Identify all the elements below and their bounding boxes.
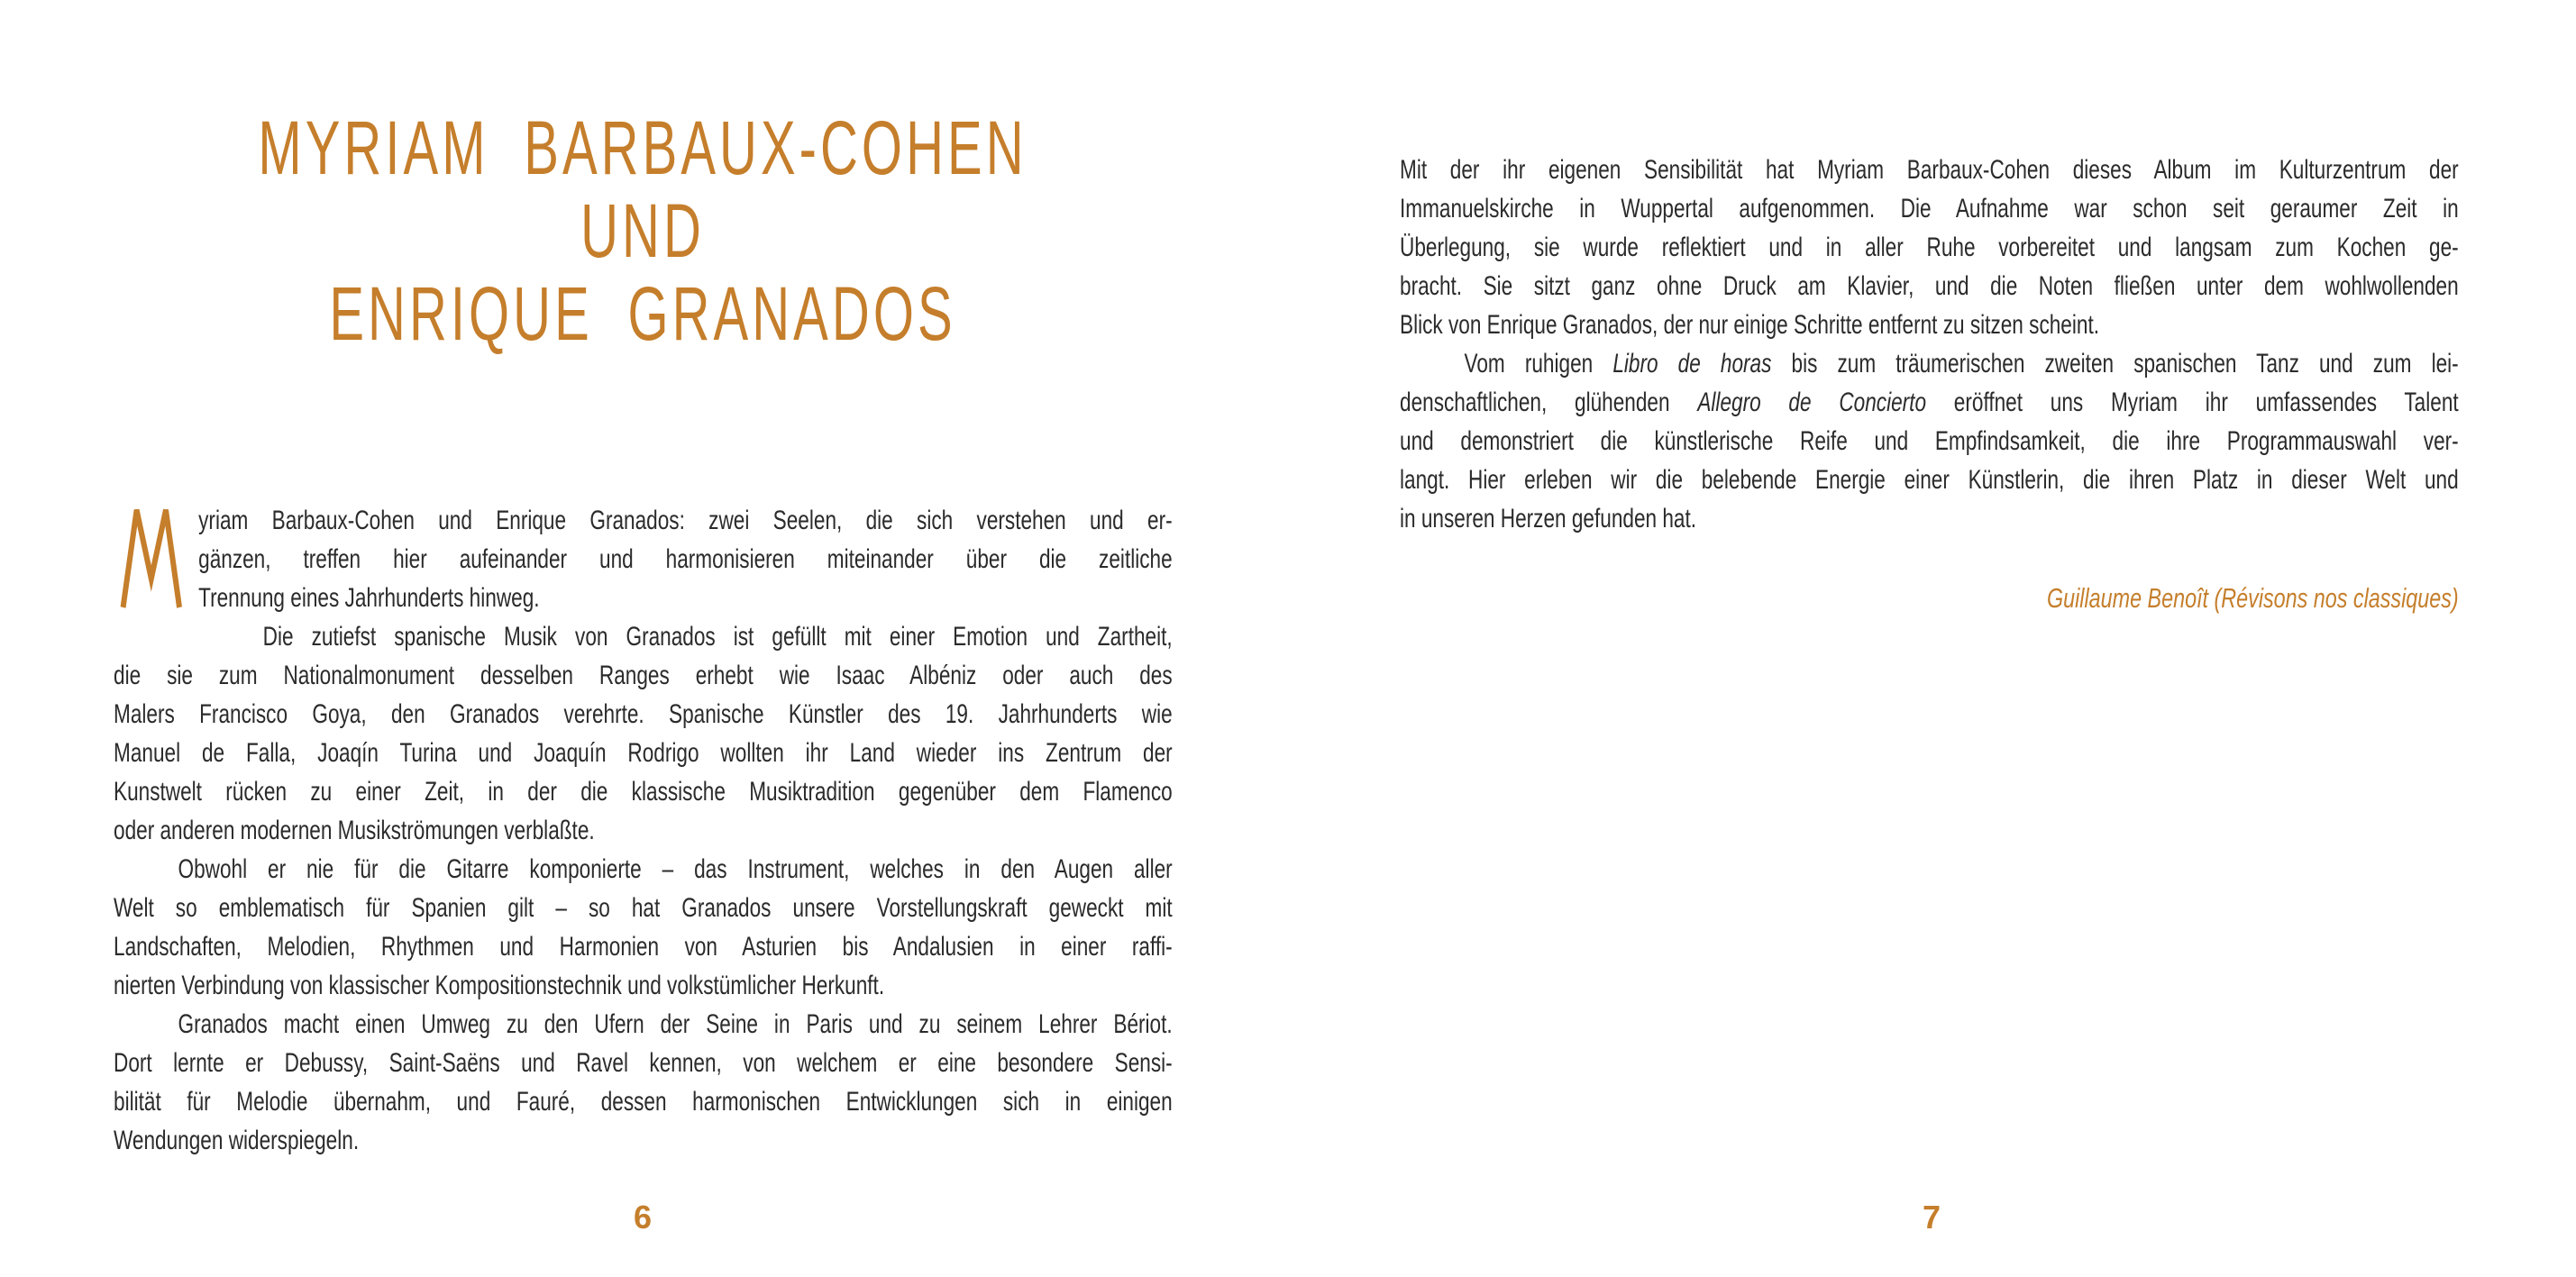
text-line: Welt so emblematisch für Spanien gilt – so hat Granados unsere Vorstellungskraft geweckt mit	[114, 893, 1173, 923]
page-number-right: 7	[1922, 1199, 1941, 1236]
text-line: langt. Hier erleben wir die belebende Energie einer Künstlerin, die ihren Platz in dieser Welt und	[1400, 465, 2459, 495]
drop-cap	[114, 501, 198, 618]
text-line	[1400, 383, 2459, 422]
text-line: Obwohl er nie für die Gitarre komponierte – das Instrument, welches in den Augen aller	[178, 854, 1173, 884]
text-line: Überlegung, sie wurde reflektiert und in aller Ruhe vorbereitet und langsam zum Kochen ge-	[1400, 233, 2459, 262]
album-title-line: MYRIAM BARBAUX-COHEN	[258, 105, 1028, 190]
left-text-column	[114, 501, 1173, 1160]
text-line: gänzen, treffen hier aufeinander und harmonisieren miteinander über die zeitliche	[198, 544, 1173, 574]
text-run: Vom ruhigen	[1464, 349, 1613, 379]
text-line: Immanuelskirche in Wuppertal aufgenommen. Die Aufnahme war schon seit geraumer Zeit in	[1400, 194, 2459, 223]
text-line: nierten Verbindung von klassischer Kompositionstechnik und volkstümlicher Herkunft.	[114, 971, 885, 1000]
page-number-left: 6	[633, 1199, 653, 1236]
text-line: Wendungen widerspiegeln.	[114, 1126, 360, 1155]
italic-work-title: Libro de horas	[1612, 349, 1772, 379]
text-line: die sie zum Nationalmonument desselben Ranges erhebt wie Isaac Albéniz oder auch des	[114, 661, 1173, 690]
album-title	[83, 106, 1202, 355]
right-text-column	[1400, 151, 2459, 538]
page-right	[1288, 0, 2576, 1277]
text-line: yriam Barbaux-Cohen und Enrique Granados: zwei Seelen, die sich verstehen und er-	[198, 506, 1173, 535]
text-line: oder anderen modernen Musikströmungen verblaßte.	[114, 816, 595, 845]
album-title-line: UND	[580, 188, 705, 273]
text-line: und demonstriert die künstlerische Reife und Empfindsamkeit, die ihre Programmauswahl ver-	[1400, 426, 2459, 456]
text-run: eröffnet uns Myriam ihr umfassendes Talent	[1926, 388, 2459, 417]
text-line: Dort lernte er Debussy, Saint-Saëns und Ravel kennen, von welchem er eine besondere Sensi-	[114, 1048, 1173, 1078]
italic-work-title: Allegro de Concierto	[1697, 388, 1927, 417]
text-line: Malers Francisco Goya, den Granados verehrte. Spanische Künstler des 19. Jahrhunderts wie	[114, 699, 1173, 729]
text-line: Kunstwelt rücken zu einer Zeit, in der die klassische Musiktradition gegenüber dem Flamenco	[114, 777, 1173, 807]
text-line: Landschaften, Melodien, Rhythmen und Harmonien von Asturien bis Andalusien in einer raffi-	[114, 932, 1173, 962]
text-line: Blick von Enrique Granados, der nur einige Schritte entfernt zu sitzen scheint.	[1400, 310, 2100, 340]
text-line: Die zutiefst spanische Musik von Granados ist gefüllt mit einer Emotion und Zartheit,	[262, 622, 1173, 652]
credit-line: Guillaume Benoît (Révisons nos classiques)	[2046, 582, 2459, 614]
album-title-line: ENRIQUE GRANADOS	[329, 271, 956, 356]
text-line: in unseren Herzen gefunden hat.	[1400, 504, 1697, 534]
text-run: denschaftlichen, glühenden	[1400, 388, 1698, 417]
text-line: Trennung eines Jahrhunderts hinweg.	[198, 583, 540, 613]
text-line: Manuel de Falla, Joaqín Turina und Joaquín Rodrigo wollten ihr Land wieder ins Zentrum der	[114, 738, 1173, 768]
text-line: bilität für Melodie übernahm, und Fauré, dessen harmonischen Entwicklungen sich in einigen	[114, 1087, 1173, 1117]
text-line: Mit der ihr eigenen Sensibilität hat Myriam Barbaux-Cohen dieses Album im Kulturzentrum der	[1400, 155, 2459, 185]
text-line: bracht. Sie sitzt ganz ohne Druck am Klavier, und die Noten fließen unter dem wohlwollenden	[1400, 271, 2459, 301]
drop-cap-m-icon	[120, 506, 183, 608]
text-run: bis zum träumerischen zweiten spanischen Tanz und zum lei-	[1771, 349, 2459, 379]
text-line: Granados macht einen Umweg zu den Ufern der Seine in Paris und zu seinem Lehrer Bériot.	[178, 1009, 1173, 1039]
text-line	[1400, 344, 2459, 383]
